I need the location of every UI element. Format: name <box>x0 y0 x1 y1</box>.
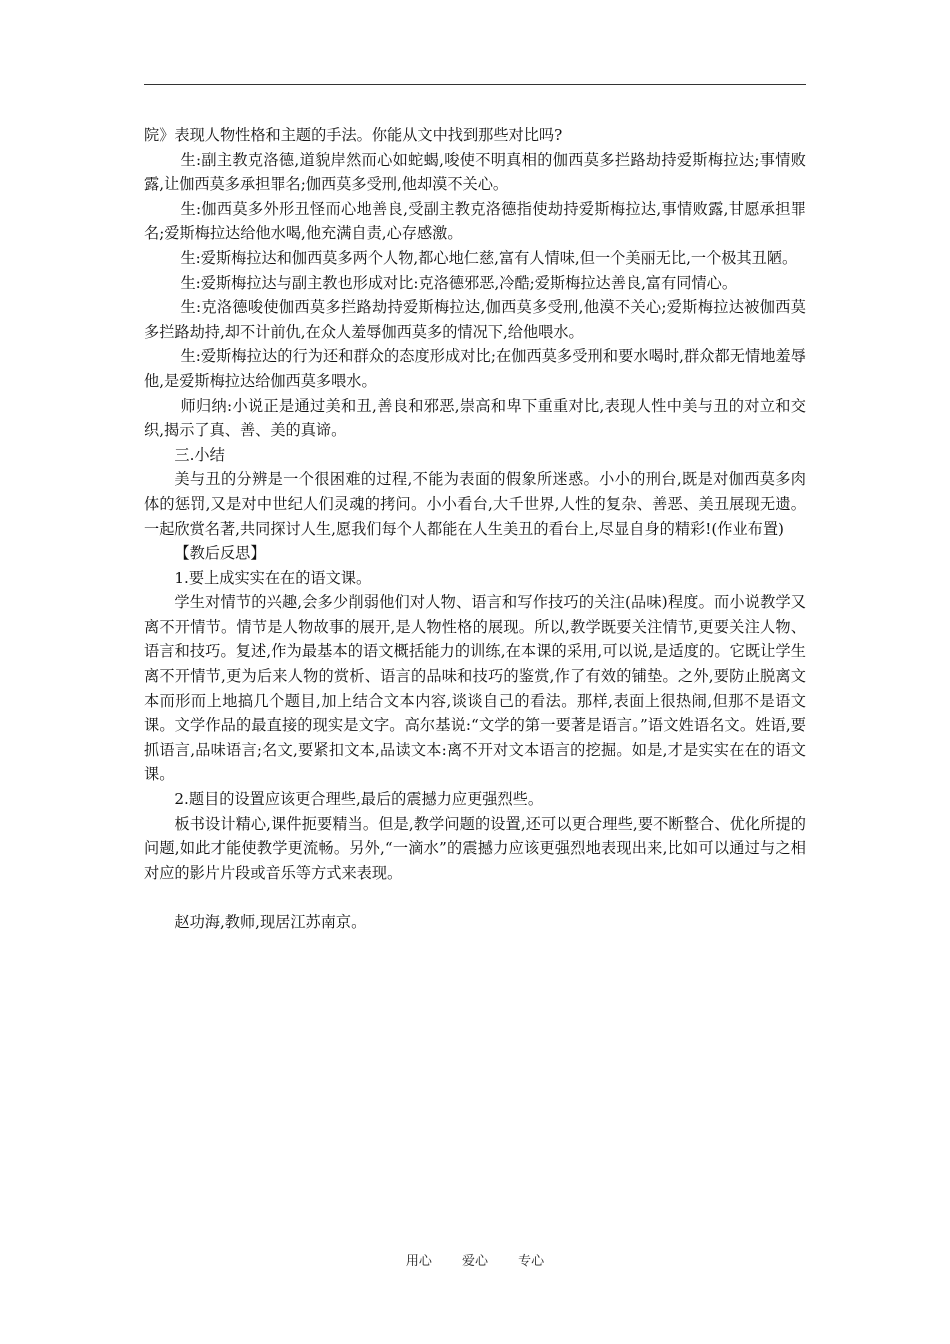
page-footer <box>0 1250 950 1269</box>
footer-item: 用心 <box>405 1254 432 1269</box>
paragraph-student-answer-4: 生:爱斯梅拉达与副主教也形成对比:克洛德邪恶,冷酷;爱斯梅拉达善良,富有同情心。 <box>180 273 738 292</box>
header-rule <box>144 84 806 85</box>
footer-item: 专心 <box>518 1254 545 1269</box>
paragraph-teacher-summary: 师归纳:小说正是通过美和丑,善良和邪恶,崇高和卑下重重对比,表现人性中美与丑的对立和交织,揭示了真、善、美的真谛。 <box>144 396 806 440</box>
document-body <box>144 123 806 935</box>
paragraph-student-answer-5: 生:克洛德唆使伽西莫多拦路劫持爱斯梅拉达,伽西莫多受刑,他漠不关心;爱斯梅拉达被伽西莫多拦路劫持,却不计前仇,在众人羞辱伽西莫多的情况下,给他喂水。 <box>144 298 806 341</box>
blank-line <box>144 885 806 910</box>
author-note: 赵功海,教师,现居江苏南京。 <box>174 913 367 931</box>
section-heading-reflection: 【教后反思】 <box>174 544 266 563</box>
paragraph-summary: 美与丑的分辨是一个很困难的过程,不能为表面的假象所迷惑。小小的刑台,既是对伽西莫多肉体的惩罚,又是对中世纪人们灵魂的拷问。小小看台,大千世界,人性的复杂、善恶、美丑展现无遗。一起欣赏名著,共同探讨人生,愿我们每个人都能在人生美丑的看台上,尽显自身的精彩!(作业布置) <box>144 470 806 538</box>
paragraph-intro-continued: 院》表现人物性格和主题的手法。你能从文中找到那些对比吗? <box>144 126 563 144</box>
paragraph-student-answer-1: 生:副主教克洛德,道貌岸然而心如蛇蝎,唆使不明真相的伽西莫多拦路劫持爱斯梅拉达;事情败露,让伽西莫多承担罪名;伽西莫多受刑,他却漠不关心。 <box>144 150 806 194</box>
paragraph-student-answer-2: 生:伽西莫多外形丑怪而心地善良,受副主教克洛德指使劫持爱斯梅拉达,事情败露,甘愿承担罪名;爱斯梅拉达给他水喝,他充满自责,心存感激。 <box>144 199 806 243</box>
paragraph-reflection-2: 板书设计精心,课件扼要精当。但是,教学问题的设置,还可以更合理些,要不断整合、优化所提的问题,如此才能使教学更流畅。另外,“一滴水”的震撼力应该更强烈地表现出来,比如可以通过与之相对应的影片片段或音乐等方式来表现。 <box>144 814 806 882</box>
section-heading-summary: 三.小结 <box>174 445 225 464</box>
reflection-point-2: 2.题目的设置应该更合理些,最后的震撼力应更强烈些。 <box>174 790 544 809</box>
footer-item: 爱心 <box>461 1254 488 1269</box>
paragraph-student-answer-3: 生:爱斯梅拉达和伽西莫多两个人物,都心地仁慈,富有人情味,但一个美丽无比,一个极其丑陋。 <box>180 248 798 267</box>
reflection-point-1: 1.要上成实实在在的语文课。 <box>174 568 372 587</box>
paragraph-reflection-1: 学生对情节的兴趣,会多少削弱他们对人物、语言和写作技巧的关注(品味)程度。而小说教学又离不开情节。情节是人物故事的展开,是人物性格的展现。所以,教学既要关注情节,更要关注人物、语言和技巧。复述,作为最基本的语文概括能力的训练,在本课的采用,可以说,是适度的。它既让学生离不开情节,更为后来人物的赏析、语言的品味和技巧的鉴赏,作了有效的铺垫。之外,要防止脱离文本而形而上地搞几个题目,加上结合文本内容,谈谈自己的看法。那样,表面上很热闹,但那不是语文课。文学作品的最直接的现实是文字。高尔基说:“文学的第一要著是语言。”语文姓语名文。姓语,要抓语言,品味语言;名文,要紧扣文本,品读文本:离不开对文本语言的挖掘。如是,才是实实在在的语文课。 <box>144 593 806 784</box>
paragraph-student-answer-6: 生:爱斯梅拉达的行为还和群众的态度形成对比;在伽西莫多受刑和要水喝时,群众都无情地羞辱他,是爱斯梅拉达给伽西莫多喂水。 <box>144 347 806 390</box>
